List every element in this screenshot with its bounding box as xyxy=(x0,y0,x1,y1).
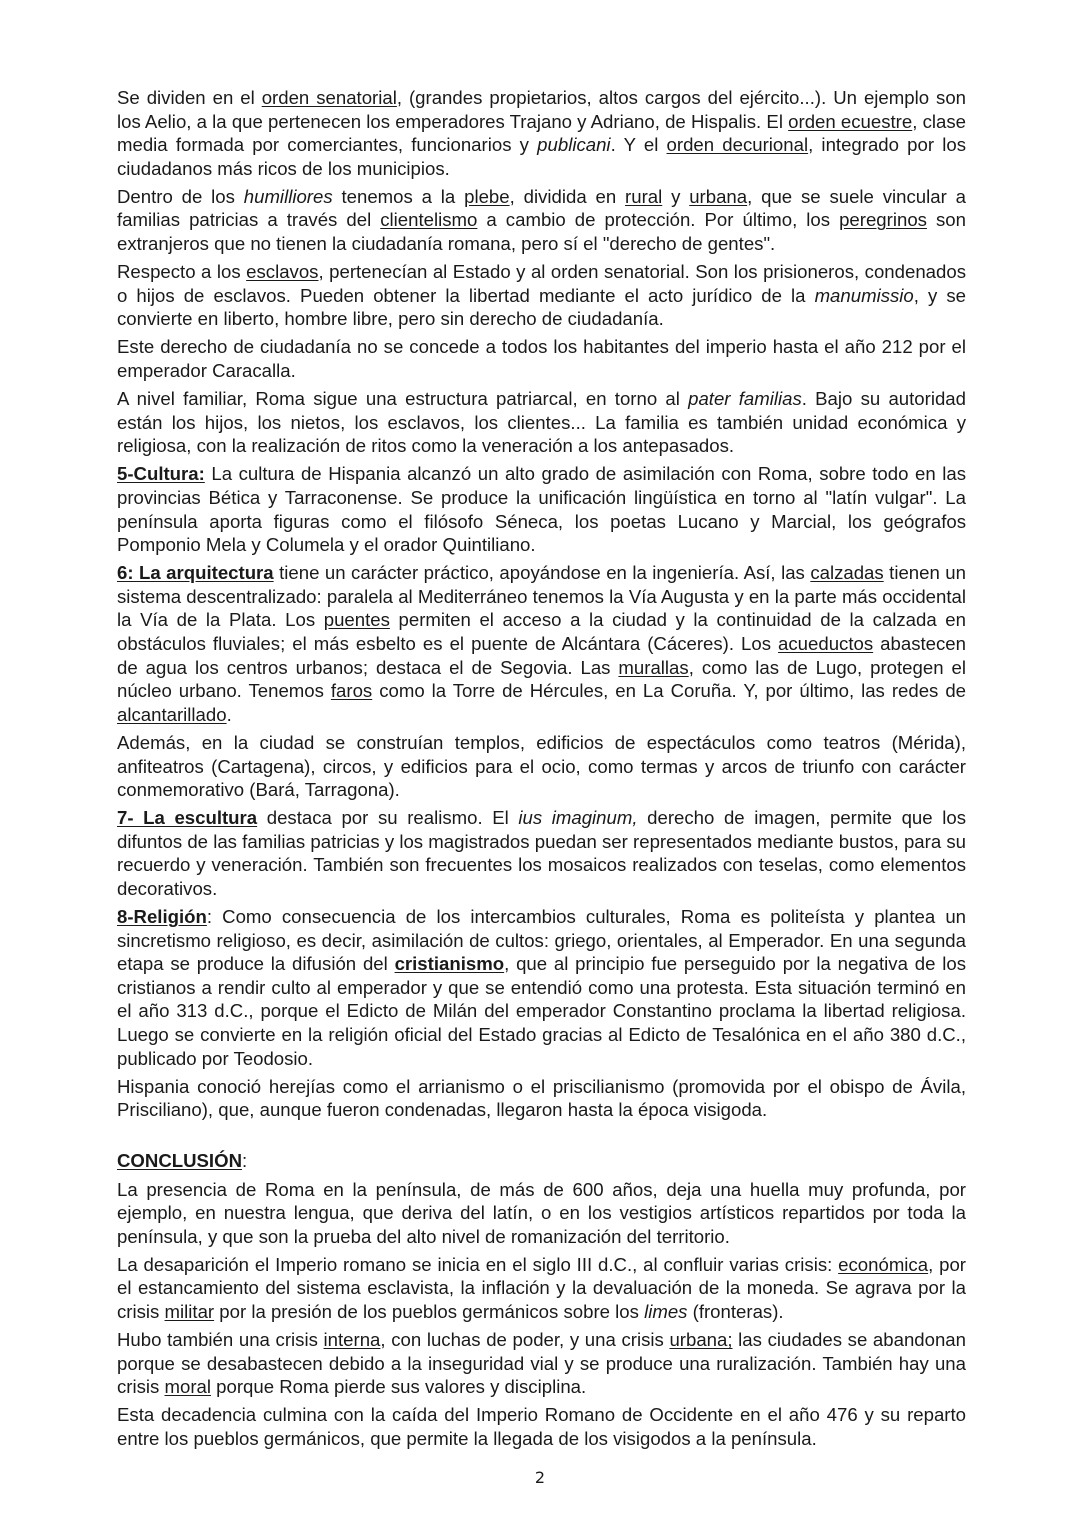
term-calzadas: calzadas xyxy=(810,562,884,584)
term-humilliores: humilliores xyxy=(243,185,333,207)
document-page xyxy=(117,86,966,1455)
term-manumissio: manumissio xyxy=(814,284,914,306)
term-interna: interna xyxy=(323,1329,381,1351)
term-rural: rural xyxy=(625,185,663,207)
section-heading-conclusion: CONCLUSIÓN xyxy=(117,1150,242,1172)
paragraph-conclusion-caida: Esta decadencia culmina con la caída del Imperio Romano de Occidente en el año 476 y su reparto entre los pueblos germánicos, que permite la llegada de los visigodos a la península. xyxy=(117,1404,966,1449)
term-ius-imaginum: ius imaginum, xyxy=(518,807,638,829)
term-urbana: urbana xyxy=(689,185,748,207)
term-economica: económica xyxy=(838,1253,929,1275)
page-number: 2 xyxy=(534,1468,546,1487)
term-militar: militar xyxy=(164,1301,215,1322)
term-puentes: puentes xyxy=(323,609,390,631)
section-heading-arquitectura: 6: La arquitectura xyxy=(117,562,274,584)
paragraph-conclusion-crisis: La desaparición el Imperio romano se inicia en el siglo III d.C., al confluir varias crisis: económica, por el estancamiento del sistema esclavista, la inflación y la devaluación de la moneda. Se agrava por la crisis militar por la presión de los pueblos germánicos sobre los limes (fronteras). xyxy=(117,1253,966,1322)
term-esclavos: esclavos xyxy=(246,261,319,283)
term-moral: moral xyxy=(164,1376,212,1398)
paragraph-humilliores: Dentro de los humilliores tenemos a la plebe, dividida en rural y urbana, que se suele vincular a familias patricias a través del clientelismo a cambio de protección. Por último, los peregrinos son extranjeros que no tienen la ciudadanía romana, pero sí el "derecho de gentes". xyxy=(117,185,966,255)
term-limes: limes xyxy=(644,1301,688,1322)
conclusion-heading: CONCLUSIÓN: xyxy=(117,1150,248,1172)
term-orden-decurional: orden decurional xyxy=(666,134,809,156)
term-clientelismo: clientelismo xyxy=(380,209,478,231)
paragraph-conclusion-presencia: La presencia de Roma en la península, de más de 600 años, deja una huella muy profunda, por ejemplo, en nuestra lengua, que deriva del latín, o en los vestigios artísticos repartidos por toda la península, y que son la prueba del alto nivel de romanización del territorio. xyxy=(117,1178,966,1247)
paragraph-social-orders: Se dividen en el orden senatorial, (grandes propietarios, altos cargos del ejército...). Un ejemplo son los Aelio, a la que pertenecen los emperadores Trajano y Adriano, de Hispalis. El orden ecuestre, clase media formada por comerciantes, funcionarios y publicani. Y el orden decurional, integrado por los ciudadanos más ricos de los municipios. xyxy=(117,87,967,179)
term-publicani: publicani xyxy=(537,134,611,156)
term-acueductos: acueductos xyxy=(778,633,874,655)
term-peregrinos: peregrinos xyxy=(839,209,927,231)
paragraph-arquitectura: 6: La arquitectura tiene un carácter práctico, apoyándose en la ingeniería. Así, las calzadas tienen un sistema descentralizado: paralela al Mediterráneo tenemos la Vía Augusta y en la parte más occidental la Vía de la Plata. Los puentes permiten el acceso a la ciudad y la continuidad de la calzada en obstáculos fluviales; el más esbelto es el puente de Alcántara (Cáceres). Los acueductos abastecen de agua los centros urbanos; destaca el de Segovia. Las murallas, como las de Lugo, protegen el núcleo urbano. Tenemos faros como la Torre de Hércules, en La Coruña. Y, por último, las redes de alcantarillado. xyxy=(117,562,966,725)
paragraph-herejias: Hispania conoció herejías como el arrianismo o el priscilianismo (promovida por el obispo de Ávila, Prisciliano), que, aunque fueron condenadas, llegaron hasta la época visigoda. xyxy=(117,1075,966,1121)
paragraph-cultura: 5-Cultura: La cultura de Hispania alcanzó un alto grado de asimilación con Roma, sobre todo en las provincias Bética y Tarraconense. Se produce la unificación lingüística en torno al "latín vulgar". La península aporta figuras como el filósofo Séneca, los poetas Lucano y Marcial, los geógrafos Pomponio Mela y Columela y el orador Quintiliano. xyxy=(117,463,966,556)
paragraph-esclavos: Respecto a los esclavos, pertenecían al Estado y al orden senatorial. Son los prisioneros, condenados o hijos de esclavos. Pueden obtener la libertad mediante el acto jurídico de la manumissio, y se convierte en liberto, hombre libre, pero sin derecho de ciudadanía. xyxy=(117,261,967,330)
term-faros: faros xyxy=(330,680,373,702)
term-plebe: plebe xyxy=(464,185,510,207)
section-heading-cultura: 5-Cultura: xyxy=(117,463,205,485)
term-orden-ecuestre: orden ecuestre xyxy=(788,110,913,132)
term-pater-familias: pater familias xyxy=(688,388,802,410)
term-alcantarillado: alcantarillado xyxy=(117,703,227,725)
paragraph-conclusion-internas: Hubo también una crisis interna, con luchas de poder, y una crisis urbana; las ciudades se abandonan porque se desabastecen debido a la inseguridad vial y se produce una ruralización. También hay una crisis moral porque Roma pierde sus valores y disciplina. xyxy=(117,1329,966,1398)
section-heading-escultura: 7- La escultura xyxy=(117,807,258,829)
paragraph-religion: 8-Religión: Como consecuencia de los intercambios culturales, Roma es politeísta y plantea un sincretismo religioso, es decir, asimilación de cultos: griego, orientales, al Emperador. En una segunda etapa se produce la difusión del cristianismo, que al principio fue perseguido por la negativa de los cristianos a rendir culto al emperador y que se entendió como una protesta. Esta situación terminó en el año 313 d.C., porque el Edicto de Milán del emperador Constantino proclama la libertad religiosa. Luego se convierte en la religión oficial del Estado gracias al Edicto de Tesalónica en el año 380 d.C., publicado por Teodosio. xyxy=(117,906,967,1069)
term-murallas: murallas xyxy=(618,656,689,678)
term-urbana-crisis: urbana; xyxy=(669,1329,733,1351)
paragraph-familia: A nivel familiar, Roma sigue una estructura patriarcal, en torno al pater familias. Bajo su autoridad están los hijos, los nietos, los esclavos, los clientes... La familia es también unidad económica y religiosa, con la realización de ritos como la veneración a los antepasados. xyxy=(117,388,966,457)
term-orden-senatorial: orden senatorial xyxy=(261,87,397,108)
spacer xyxy=(117,1126,966,1149)
paragraph-edificios: Además, en la ciudad se construían templos, edificios de espectáculos como teatros (Mérida), anfiteatros (Cartagena), circos, y edificios para el ocio, como termas y arcos de triunfo con carácter conmemorativo (Bará, Tarragona). xyxy=(117,731,966,801)
paragraph-ciudadania: Este derecho de ciudadanía no se concede a todos los habitantes del imperio hasta el año 212 por el emperador Caracalla. xyxy=(117,336,966,382)
section-heading-religion: 8-Religión xyxy=(117,906,207,928)
term-cristianismo: cristianismo xyxy=(394,953,505,975)
paragraph-escultura: 7- La escultura destaca por su realismo. El ius imaginum, derecho de imagen, permite que los difuntos de las familias patricias y los magistrados puedan ser representados mediante bustos, para su recuerdo y veneración. También son frecuentes los mosaicos realizados con teselas, como elementos decorativos. xyxy=(117,807,966,899)
